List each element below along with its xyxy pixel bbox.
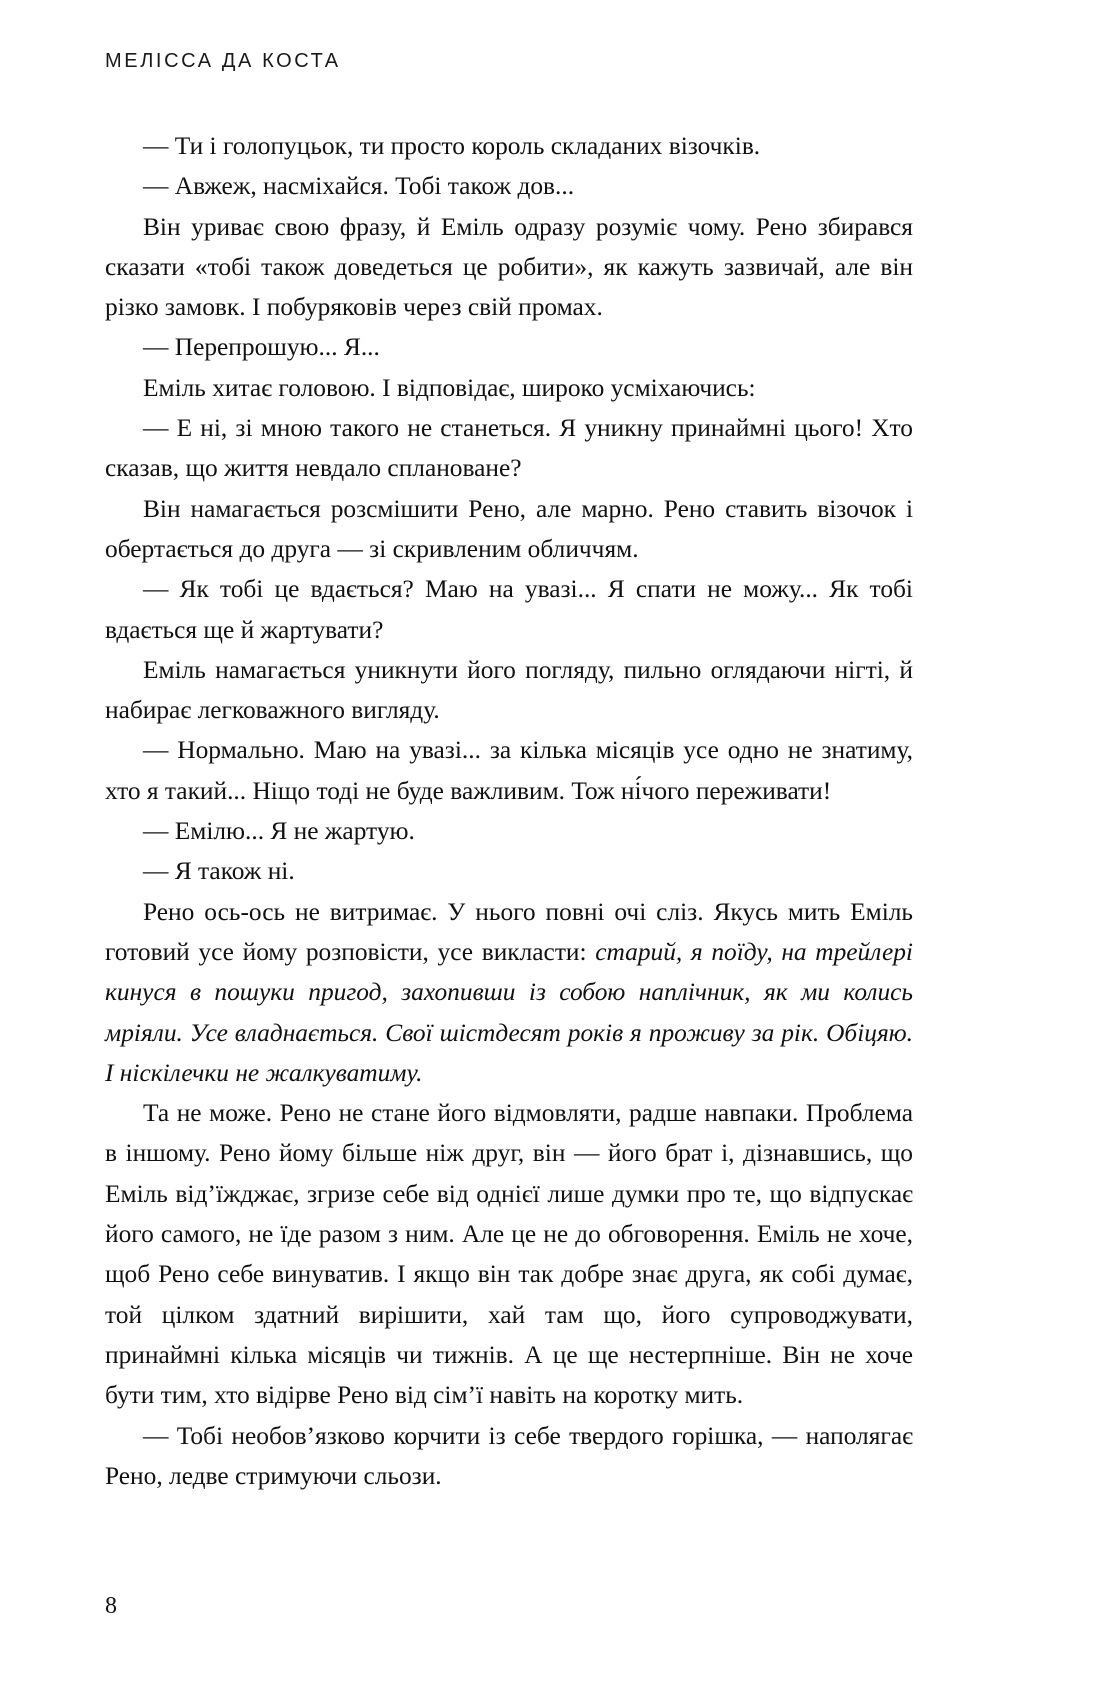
paragraph-dialogue: — Як тобі це вдається? Маю на увазі... Я спати не можу... Як тобі вдається ще й жартувати?: [105, 575, 913, 644]
paragraph-dialogue: — Нормально. Маю на увазі... за кілька місяців усе одно не знатиму, хто я такий... Ніщо тоді не буде важливим. Тож ні́чого переживати!: [105, 736, 913, 805]
paragraph-dialogue: — Перепрошую... Я...: [143, 333, 380, 362]
paragraph-lead-text: Рено ось-ось не витримає. У нього повні очі сліз. Якусь мить Еміль готовий усе йому розповісти, усе викласти:: [105, 897, 913, 966]
paragraph-narration: Та не може. Рено не стане його відмовляти, радше навпаки. Проблема в іншому. Рено йому більше ніж друг, він — його брат і, дізнавшись, що Еміль від’їжджає, згризе себе від однієї лише думки про те, що відпускає його самого, не їде разом з ним. Але це не до обговорення. Еміль не хоче, щоб Рено себе винуватив. І якщо він так добре знає друга, як собі думає, той цілком здатний вирішити, хай там що, його супроводжувати, принаймні кілька місяців чи тижнів. А це ще нестерпніше. Він не хоче бути тим, хто відірве Рено від сім’ї навіть на коротку мить.: [105, 1099, 913, 1410]
paragraph-dialogue: — Ти і голопуцьок, ти просто король складаних візочків.: [143, 132, 761, 160]
paragraph-narration: Еміль намагається уникнути його погляду, пильно оглядаючи нігті, й набирає легковажного вигляду.: [105, 655, 913, 725]
paragraph-dialogue: — Тобі необов’язково корчити із себе твердого горішка, — наполягає Рено, ледве стримуючи сльози.: [105, 1421, 913, 1490]
paragraph-narration: Еміль хитає головою. І відповідає, широко усміхаючись:: [143, 373, 756, 402]
paragraph-dialogue: — Е ні, зі мною такого не станеться. Я уникну принаймні цього! Хто сказав, що життя невдало сплановане?: [105, 414, 913, 483]
paragraph-narration: Він намагається розсмішити Рено, але марно. Рено ставить візочок і обертається до друга — зі скривленим обличчям.: [105, 494, 913, 563]
paragraph-narration-with-italic: [105, 892, 913, 1093]
body-text-block: [105, 126, 913, 1496]
paragraph-dialogue: — Я також ні.: [143, 857, 295, 886]
inner-monologue-italic: старий, я поїду, на трейлері кинуся в пошуки пригод, захопивши із собою наплічник, як ми колись мріяли. Усе владнається. Свої шістдесят років я проживу за рік. Обіцяю. І ніскілечки не жалкуватиму.: [105, 937, 913, 1087]
paragraph-narration: Він уриває свою фразу, й Еміль одразу розуміє чому. Рено збирався сказати «тобі також доведеться це робити», як кажуть зазвичай, але він різко замовк. І побуряковів через свій промах.: [105, 212, 913, 322]
page-number: 8: [105, 1593, 117, 1619]
running-head: МЕЛІССА ДА КОСТА: [105, 50, 341, 72]
paragraph-dialogue: — Авжеж, насміхайся. Тобі також дов...: [143, 172, 575, 201]
paragraph-dialogue: — Емілю... Я не жартую.: [143, 817, 415, 846]
